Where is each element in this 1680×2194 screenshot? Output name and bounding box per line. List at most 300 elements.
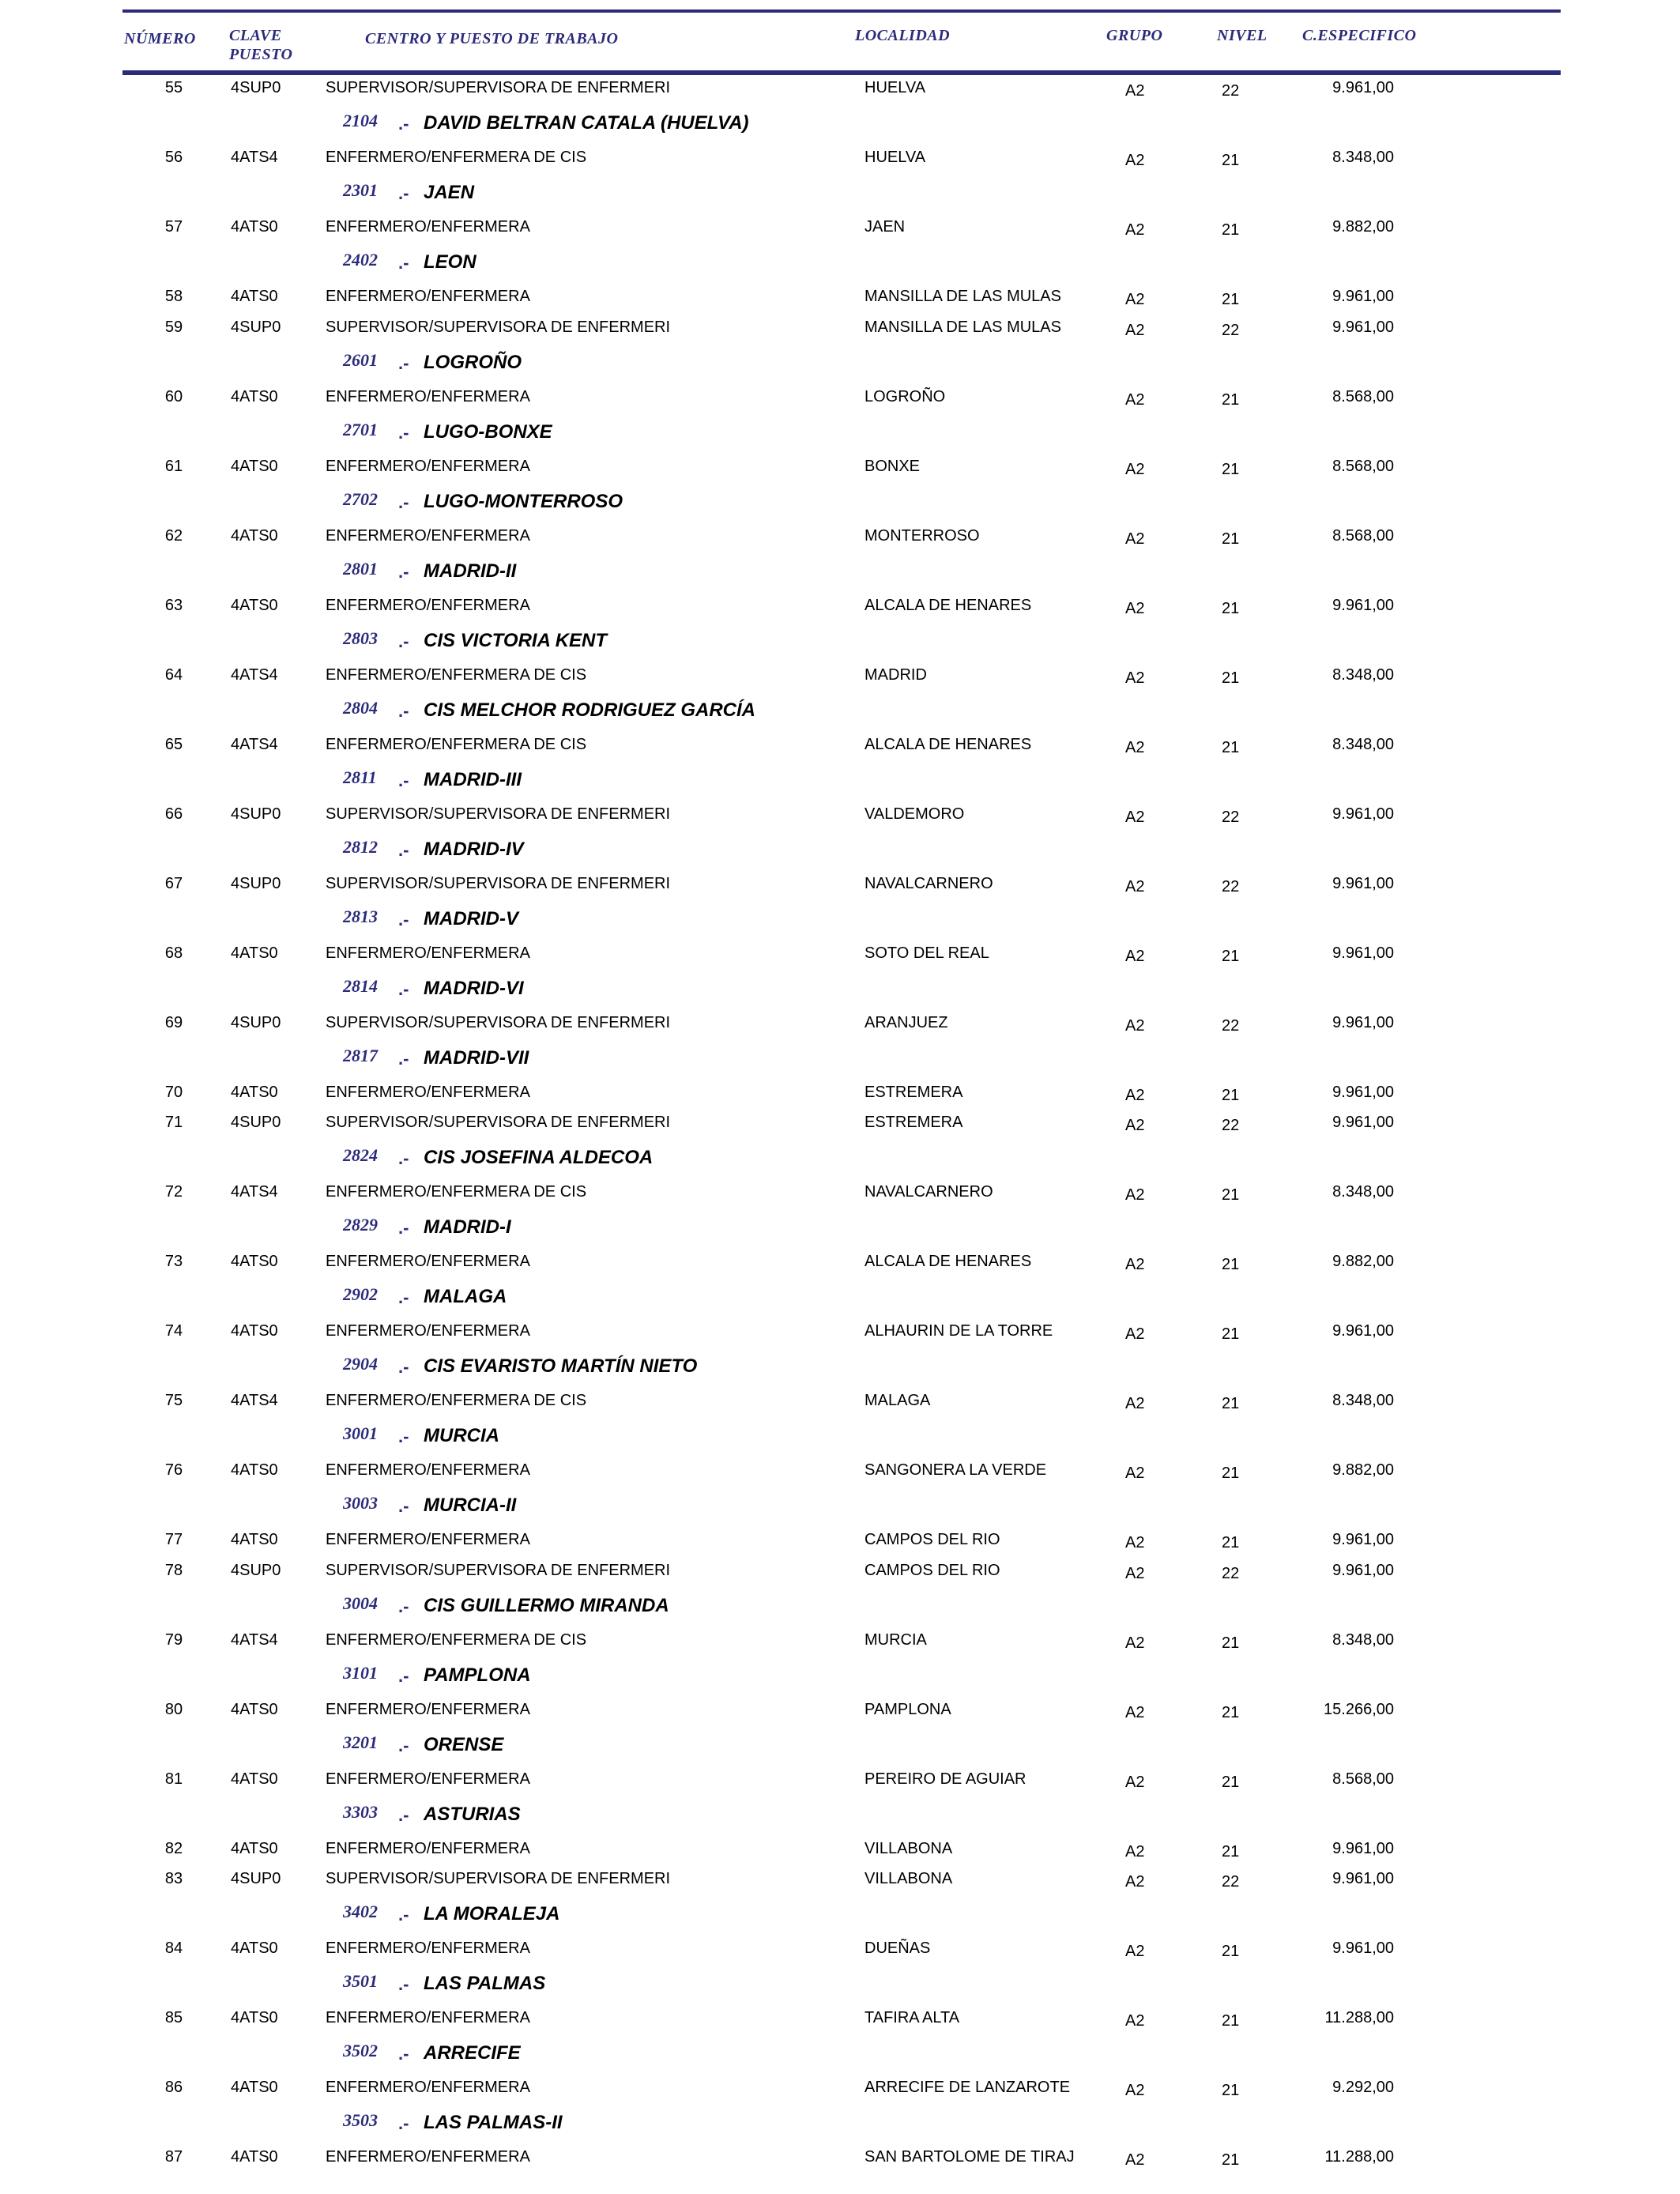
row-grupo: A2 xyxy=(1125,1465,1145,1482)
table-row xyxy=(0,597,1680,620)
table-row xyxy=(0,736,1680,760)
row-nivel: 21 xyxy=(1222,1773,1240,1791)
center-separator: .- xyxy=(398,114,409,134)
row-especifico: 9.961,00 xyxy=(1332,1322,1394,1340)
row-numero: 81 xyxy=(164,1770,183,1788)
row-clave: 4SUP0 xyxy=(231,1013,281,1031)
center-code: 2829 xyxy=(343,1215,378,1235)
center-heading xyxy=(0,1732,1680,1759)
table-row xyxy=(0,319,1680,342)
table-row xyxy=(0,1461,1680,1485)
row-especifico: 9.882,00 xyxy=(1332,218,1394,236)
row-grupo: A2 xyxy=(1125,1534,1145,1551)
row-especifico: 9.961,00 xyxy=(1332,288,1394,305)
row-numero: 69 xyxy=(164,1013,183,1031)
center-separator: .- xyxy=(398,631,409,651)
center-separator: .- xyxy=(398,1804,409,1825)
header-nivel: NIVEL xyxy=(1217,27,1268,44)
row-grupo: A2 xyxy=(1125,877,1145,895)
row-localidad: DUEÑAS xyxy=(864,1940,931,1957)
row-especifico: 9.961,00 xyxy=(1332,1114,1394,1131)
row-numero: 73 xyxy=(164,1253,183,1270)
row-especifico: 11.288,00 xyxy=(1324,2148,1394,2166)
center-code: 2813 xyxy=(343,906,378,926)
table-row xyxy=(0,666,1680,690)
row-clave: 4SUP0 xyxy=(231,79,281,96)
center-heading xyxy=(0,628,1680,655)
table-row xyxy=(0,2079,1680,2102)
center-separator: .- xyxy=(398,1905,409,1924)
center-name: ASTURIAS xyxy=(424,1803,521,1825)
center-separator: .- xyxy=(398,978,409,999)
row-localidad: ESTREMERA xyxy=(864,1083,963,1101)
table-row xyxy=(0,1840,1680,1864)
row-localidad: VILLABONA xyxy=(864,1839,953,1857)
header-puesto: PUESTO xyxy=(229,46,293,63)
center-name: MADRID-V xyxy=(424,907,518,929)
row-clave: 4SUP0 xyxy=(231,1114,281,1131)
row-localidad: ARRECIFE DE LANZAROTE xyxy=(864,2079,1071,2096)
row-localidad: MADRID xyxy=(864,665,927,684)
row-puesto: ENFERMERO/ENFERMERA xyxy=(326,1083,530,1101)
row-puesto: ENFERMERO/ENFERMERA xyxy=(326,2079,530,2096)
row-clave: 4ATS4 xyxy=(231,1183,278,1201)
center-code: 2301 xyxy=(343,180,378,200)
table-row xyxy=(0,388,1680,412)
center-separator: .- xyxy=(398,1665,409,1686)
row-puesto: ENFERMERO/ENFERMERA xyxy=(326,596,530,614)
row-nivel: 21 xyxy=(1222,530,1240,548)
center-name: LA MORALEJA xyxy=(424,1903,560,1924)
center-name: MADRID-IV xyxy=(424,838,524,860)
row-grupo: A2 xyxy=(1125,1325,1145,1343)
row-numero: 80 xyxy=(164,1700,183,1718)
row-puesto: ENFERMERO/ENFERMERA xyxy=(326,1322,530,1340)
row-localidad: MANSILLA DE LAS MULAS xyxy=(864,288,1061,305)
row-numero: 78 xyxy=(164,1561,183,1579)
row-puesto: SUPERVISOR/SUPERVISORA DE ENFERMERI xyxy=(326,1114,671,1131)
center-heading xyxy=(0,1354,1680,1381)
center-name: ORENSE xyxy=(424,1733,504,1755)
row-numero: 75 xyxy=(164,1392,183,1409)
row-especifico: 9.292,00 xyxy=(1332,2079,1394,2096)
center-heading xyxy=(0,976,1680,1003)
header-numero: NÚMERO xyxy=(124,30,196,47)
center-separator: .- xyxy=(398,2044,409,2064)
table-row xyxy=(0,944,1680,968)
row-nivel: 21 xyxy=(1222,1186,1240,1204)
row-grupo: A2 xyxy=(1125,669,1145,687)
row-clave: 4ATS0 xyxy=(231,1083,278,1101)
row-nivel: 21 xyxy=(1222,291,1240,308)
row-especifico: 9.961,00 xyxy=(1332,1940,1394,1957)
center-code: 2402 xyxy=(343,250,378,270)
center-heading xyxy=(0,698,1680,725)
center-separator: .- xyxy=(398,1735,409,1755)
center-code: 2814 xyxy=(343,975,378,996)
center-code: 2104 xyxy=(343,111,378,130)
center-code: 3001 xyxy=(343,1423,378,1443)
center-separator: .- xyxy=(398,183,409,203)
row-clave: 4ATS4 xyxy=(231,735,278,753)
center-code: 2701 xyxy=(343,419,378,439)
center-code: 3402 xyxy=(343,1902,378,1921)
row-numero: 71 xyxy=(164,1114,183,1131)
row-nivel: 21 xyxy=(1222,599,1240,617)
center-separator: .- xyxy=(398,1496,409,1516)
row-puesto: ENFERMERO/ENFERMERA DE CIS xyxy=(326,735,587,753)
row-puesto: ENFERMERO/ENFERMERA xyxy=(326,526,530,545)
row-numero: 79 xyxy=(164,1630,183,1649)
table-row xyxy=(0,805,1680,829)
row-grupo: A2 xyxy=(1125,291,1145,308)
table-row xyxy=(0,1940,1680,1963)
row-nivel: 21 xyxy=(1222,1703,1240,1721)
center-code: 3502 xyxy=(343,2041,378,2060)
row-especifico: 8.568,00 xyxy=(1332,526,1394,545)
center-code: 3003 xyxy=(343,1493,378,1513)
center-name: LAS PALMAS-II xyxy=(424,2112,563,2133)
header-rule-bottom xyxy=(122,70,1561,75)
row-grupo: A2 xyxy=(1125,1943,1145,1960)
center-name: JAEN xyxy=(424,182,475,203)
row-especifico: 15.266,00 xyxy=(1324,1700,1394,1718)
center-name: DAVID BELTRAN CATALA (HUELVA) xyxy=(424,112,749,134)
row-localidad: SANGONERA LA VERDE xyxy=(864,1461,1047,1479)
center-name: MURCIA-II xyxy=(424,1495,517,1516)
row-nivel: 22 xyxy=(1222,1873,1240,1891)
row-numero: 87 xyxy=(164,2148,183,2166)
row-grupo: A2 xyxy=(1125,152,1145,169)
center-name: CIS JOSEFINA ALDECOA xyxy=(424,1147,654,1168)
center-separator: .- xyxy=(398,422,409,443)
row-numero: 68 xyxy=(164,944,183,962)
row-clave: 4SUP0 xyxy=(231,874,281,892)
row-puesto: ENFERMERO/ENFERMERA xyxy=(326,387,530,405)
center-code: 2803 xyxy=(343,628,378,648)
row-localidad: TAFIRA ALTA xyxy=(864,2009,960,2026)
row-especifico: 9.961,00 xyxy=(1332,1870,1394,1887)
row-localidad: ALHAURIN DE LA TORRE xyxy=(864,1322,1053,1340)
row-nivel: 21 xyxy=(1222,947,1240,965)
row-puesto: ENFERMERO/ENFERMERA xyxy=(326,1461,530,1479)
row-clave: 4ATS4 xyxy=(231,1630,278,1649)
table-row xyxy=(0,1322,1680,1346)
center-heading xyxy=(0,111,1680,138)
row-localidad: PAMPLONA xyxy=(864,1700,951,1718)
center-heading xyxy=(0,1046,1680,1072)
row-numero: 55 xyxy=(164,79,183,96)
table-row xyxy=(0,1253,1680,1276)
row-clave: 4ATS0 xyxy=(231,387,278,405)
row-puesto: ENFERMERO/ENFERMERA xyxy=(326,2009,530,2026)
row-grupo: A2 xyxy=(1125,1086,1145,1104)
row-especifico: 9.961,00 xyxy=(1332,805,1394,823)
row-clave: 4ATS0 xyxy=(231,944,278,962)
center-heading xyxy=(0,350,1680,377)
row-especifico: 9.961,00 xyxy=(1332,596,1394,614)
center-separator: .- xyxy=(398,1974,409,1994)
row-numero: 67 xyxy=(164,874,183,892)
row-localidad: ARANJUEZ xyxy=(864,1013,948,1031)
center-code: 2601 xyxy=(343,349,378,370)
row-numero: 72 xyxy=(164,1183,183,1201)
row-nivel: 21 xyxy=(1222,2082,1240,2099)
row-especifico: 11.288,00 xyxy=(1324,2009,1394,2026)
row-localidad: CAMPOS DEL RIO xyxy=(864,1531,1000,1548)
row-localidad: MALAGA xyxy=(864,1392,931,1409)
table-row xyxy=(0,1531,1680,1555)
row-clave: 4ATS0 xyxy=(231,526,278,545)
table-row xyxy=(0,1562,1680,1585)
row-localidad: VILLABONA xyxy=(864,1870,953,1887)
center-separator: .- xyxy=(398,839,409,860)
row-grupo: A2 xyxy=(1125,2012,1145,2030)
row-grupo: A2 xyxy=(1125,738,1145,756)
row-grupo: A2 xyxy=(1125,1117,1145,1134)
row-nivel: 22 xyxy=(1222,82,1240,100)
row-clave: 4ATS0 xyxy=(231,218,278,236)
center-heading xyxy=(0,1423,1680,1450)
row-nivel: 21 xyxy=(1222,460,1240,478)
row-numero: 82 xyxy=(164,1839,183,1857)
row-grupo: A2 xyxy=(1125,2082,1145,2099)
center-separator: .- xyxy=(398,2113,409,2133)
row-grupo: A2 xyxy=(1125,1186,1145,1204)
header-rule-top xyxy=(122,9,1561,13)
table-row xyxy=(0,527,1680,551)
row-localidad: VALDEMORO xyxy=(864,805,965,823)
center-name: CIS VICTORIA KENT xyxy=(424,629,608,651)
table-row xyxy=(0,2009,1680,2033)
row-numero: 77 xyxy=(164,1531,183,1548)
row-nivel: 21 xyxy=(1222,669,1240,687)
center-separator: .- xyxy=(398,1596,409,1616)
row-especifico: 8.348,00 xyxy=(1332,665,1394,684)
row-puesto: ENFERMERO/ENFERMERA xyxy=(326,2148,530,2166)
row-puesto: ENFERMERO/ENFERMERA xyxy=(326,218,530,236)
table-row xyxy=(0,458,1680,481)
center-heading xyxy=(0,1493,1680,1520)
row-localidad: LOGROÑO xyxy=(864,387,946,405)
row-grupo: A2 xyxy=(1125,1773,1145,1791)
row-nivel: 21 xyxy=(1222,152,1240,169)
center-name: MALAGA xyxy=(424,1286,507,1307)
row-localidad: ALCALA DE HENARES xyxy=(864,735,1032,753)
row-numero: 74 xyxy=(164,1322,183,1340)
center-code: 2812 xyxy=(343,836,378,857)
center-name: LUGO-MONTERROSO xyxy=(424,490,623,512)
row-numero: 57 xyxy=(164,218,183,236)
row-especifico: 8.568,00 xyxy=(1332,457,1394,475)
row-puesto: ENFERMERO/ENFERMERA DE CIS xyxy=(326,1630,587,1649)
row-puesto: ENFERMERO/ENFERMERA DE CIS xyxy=(326,665,587,684)
row-puesto: SUPERVISOR/SUPERVISORA DE ENFERMERI xyxy=(326,805,671,823)
center-heading xyxy=(0,907,1680,933)
table-row xyxy=(0,288,1680,311)
row-grupo: A2 xyxy=(1125,1873,1145,1891)
row-puesto: ENFERMERO/ENFERMERA xyxy=(326,288,530,305)
row-clave: 4ATS0 xyxy=(231,1770,278,1788)
row-especifico: 8.348,00 xyxy=(1332,1392,1394,1409)
row-nivel: 21 xyxy=(1222,1842,1240,1860)
center-heading xyxy=(0,2041,1680,2068)
row-nivel: 21 xyxy=(1222,1256,1240,1273)
row-puesto: ENFERMERO/ENFERMERA DE CIS xyxy=(326,149,587,166)
row-nivel: 21 xyxy=(1222,1634,1240,1652)
row-numero: 65 xyxy=(164,735,183,753)
center-heading xyxy=(0,489,1680,516)
center-heading xyxy=(0,1284,1680,1311)
center-code: 3501 xyxy=(343,1971,378,1991)
row-especifico: 9.961,00 xyxy=(1332,1839,1394,1857)
row-especifico: 8.348,00 xyxy=(1332,735,1394,753)
row-puesto: SUPERVISOR/SUPERVISORA DE ENFERMERI xyxy=(326,318,671,336)
table-row xyxy=(0,218,1680,242)
center-heading xyxy=(0,559,1680,586)
center-code: 2702 xyxy=(343,488,378,509)
row-nivel: 21 xyxy=(1222,1534,1240,1551)
table-row xyxy=(0,1014,1680,1038)
center-code: 2801 xyxy=(343,558,378,579)
row-especifico: 8.568,00 xyxy=(1332,387,1394,405)
row-numero: 85 xyxy=(164,2009,183,2026)
header-localidad: LOCALIDAD xyxy=(855,27,951,44)
row-clave: 4ATS0 xyxy=(231,2009,278,2026)
row-nivel: 22 xyxy=(1222,1016,1240,1035)
center-code: 3201 xyxy=(343,1732,378,1752)
center-separator: .- xyxy=(398,253,409,273)
row-numero: 62 xyxy=(164,526,183,545)
table-row xyxy=(0,2148,1680,2172)
row-grupo: A2 xyxy=(1125,321,1145,339)
row-grupo: A2 xyxy=(1125,599,1145,617)
row-grupo: A2 xyxy=(1125,1256,1145,1273)
row-grupo: A2 xyxy=(1125,530,1145,548)
row-localidad: HUELVA xyxy=(864,149,926,166)
row-nivel: 21 xyxy=(1222,1086,1240,1104)
row-localidad: PEREIRO DE AGUIAR xyxy=(864,1770,1026,1788)
row-puesto: ENFERMERO/ENFERMERA xyxy=(326,1700,530,1718)
row-especifico: 9.882,00 xyxy=(1332,1461,1394,1479)
center-heading xyxy=(0,420,1680,447)
row-especifico: 9.882,00 xyxy=(1332,1253,1394,1270)
row-grupo: A2 xyxy=(1125,1395,1145,1412)
center-separator: .- xyxy=(398,909,409,929)
row-especifico: 9.961,00 xyxy=(1332,79,1394,96)
center-name: CIS GUILLERMO MIRANDA xyxy=(424,1594,669,1616)
center-name: CIS MELCHOR RODRIGUEZ GARCÍA xyxy=(424,699,755,721)
center-code: 3503 xyxy=(343,2110,378,2130)
center-name: MADRID-VII xyxy=(424,1046,529,1069)
row-localidad: MANSILLA DE LAS MULAS xyxy=(864,318,1061,336)
row-puesto: SUPERVISOR/SUPERVISORA DE ENFERMERI xyxy=(326,1870,671,1887)
header-centro: CENTRO Y PUESTO DE TRABAJO xyxy=(365,30,619,47)
center-separator: .- xyxy=(398,700,409,721)
center-name: LUGO-BONXE xyxy=(424,420,552,443)
center-name: LAS PALMAS xyxy=(424,1973,546,1994)
center-heading xyxy=(0,180,1680,207)
center-code: 2824 xyxy=(343,1145,378,1165)
center-code: 3004 xyxy=(343,1593,378,1613)
row-clave: 4ATS0 xyxy=(231,1322,278,1340)
center-name: PAMPLONA xyxy=(424,1664,531,1686)
center-name: MURCIA xyxy=(424,1425,499,1446)
table-row xyxy=(0,79,1680,103)
row-localidad: ALCALA DE HENARES xyxy=(864,596,1032,614)
center-name: MADRID-III xyxy=(424,768,522,790)
row-numero: 58 xyxy=(164,288,183,305)
row-clave: 4SUP0 xyxy=(231,805,281,823)
row-clave: 4ATS0 xyxy=(231,457,278,475)
center-heading xyxy=(0,1215,1680,1242)
row-especifico: 9.961,00 xyxy=(1332,1013,1394,1031)
row-clave: 4ATS0 xyxy=(231,596,278,614)
row-puesto: ENFERMERO/ENFERMERA xyxy=(326,457,530,475)
row-nivel: 21 xyxy=(1222,1943,1240,1960)
row-localidad: HUELVA xyxy=(864,79,926,96)
row-especifico: 9.961,00 xyxy=(1332,1083,1394,1101)
row-grupo: A2 xyxy=(1125,808,1145,826)
row-puesto: ENFERMERO/ENFERMERA DE CIS xyxy=(326,1183,587,1201)
center-code: 2804 xyxy=(343,697,378,718)
row-clave: 4ATS0 xyxy=(231,2148,278,2166)
row-grupo: A2 xyxy=(1125,82,1145,100)
row-grupo: A2 xyxy=(1125,390,1145,409)
row-localidad: JAEN xyxy=(864,218,906,236)
center-separator: .- xyxy=(398,1287,409,1307)
row-numero: 64 xyxy=(164,665,183,684)
row-localidad: ALCALA DE HENARES xyxy=(864,1253,1032,1270)
center-heading xyxy=(0,1971,1680,1998)
row-nivel: 21 xyxy=(1222,221,1240,239)
row-puesto: SUPERVISOR/SUPERVISORA DE ENFERMERI xyxy=(326,874,671,892)
center-separator: .- xyxy=(398,1218,409,1238)
row-clave: 4ATS0 xyxy=(231,2079,278,2096)
row-numero: 76 xyxy=(164,1461,183,1479)
row-localidad: SOTO DEL REAL xyxy=(864,944,989,962)
row-especifico: 8.348,00 xyxy=(1332,149,1394,166)
row-clave: 4ATS4 xyxy=(231,149,278,166)
row-nivel: 22 xyxy=(1222,808,1240,826)
center-heading xyxy=(0,1663,1680,1690)
row-nivel: 21 xyxy=(1222,738,1240,756)
row-grupo: A2 xyxy=(1125,1703,1145,1721)
row-nivel: 21 xyxy=(1222,2151,1240,2169)
row-clave: 4SUP0 xyxy=(231,1870,281,1887)
row-nivel: 21 xyxy=(1222,2012,1240,2030)
row-grupo: A2 xyxy=(1125,947,1145,965)
center-name: LEON xyxy=(424,251,477,273)
center-separator: .- xyxy=(398,352,409,373)
table-row xyxy=(0,875,1680,899)
row-clave: 4ATS0 xyxy=(231,1940,278,1957)
row-grupo: A2 xyxy=(1125,2151,1145,2169)
row-especifico: 9.961,00 xyxy=(1332,318,1394,336)
row-puesto: ENFERMERO/ENFERMERA xyxy=(326,1253,530,1270)
center-code: 2902 xyxy=(343,1284,378,1304)
center-separator: .- xyxy=(398,561,409,582)
row-numero: 59 xyxy=(164,318,183,336)
table-row xyxy=(0,149,1680,172)
row-numero: 70 xyxy=(164,1083,183,1101)
row-puesto: SUPERVISOR/SUPERVISORA DE ENFERMERI xyxy=(326,1013,671,1031)
row-nivel: 22 xyxy=(1222,1117,1240,1134)
row-nivel: 21 xyxy=(1222,1395,1240,1412)
row-puesto: ENFERMERO/ENFERMERA xyxy=(326,1839,530,1857)
row-especifico: 8.568,00 xyxy=(1332,1770,1394,1788)
row-especifico: 9.961,00 xyxy=(1332,874,1394,892)
